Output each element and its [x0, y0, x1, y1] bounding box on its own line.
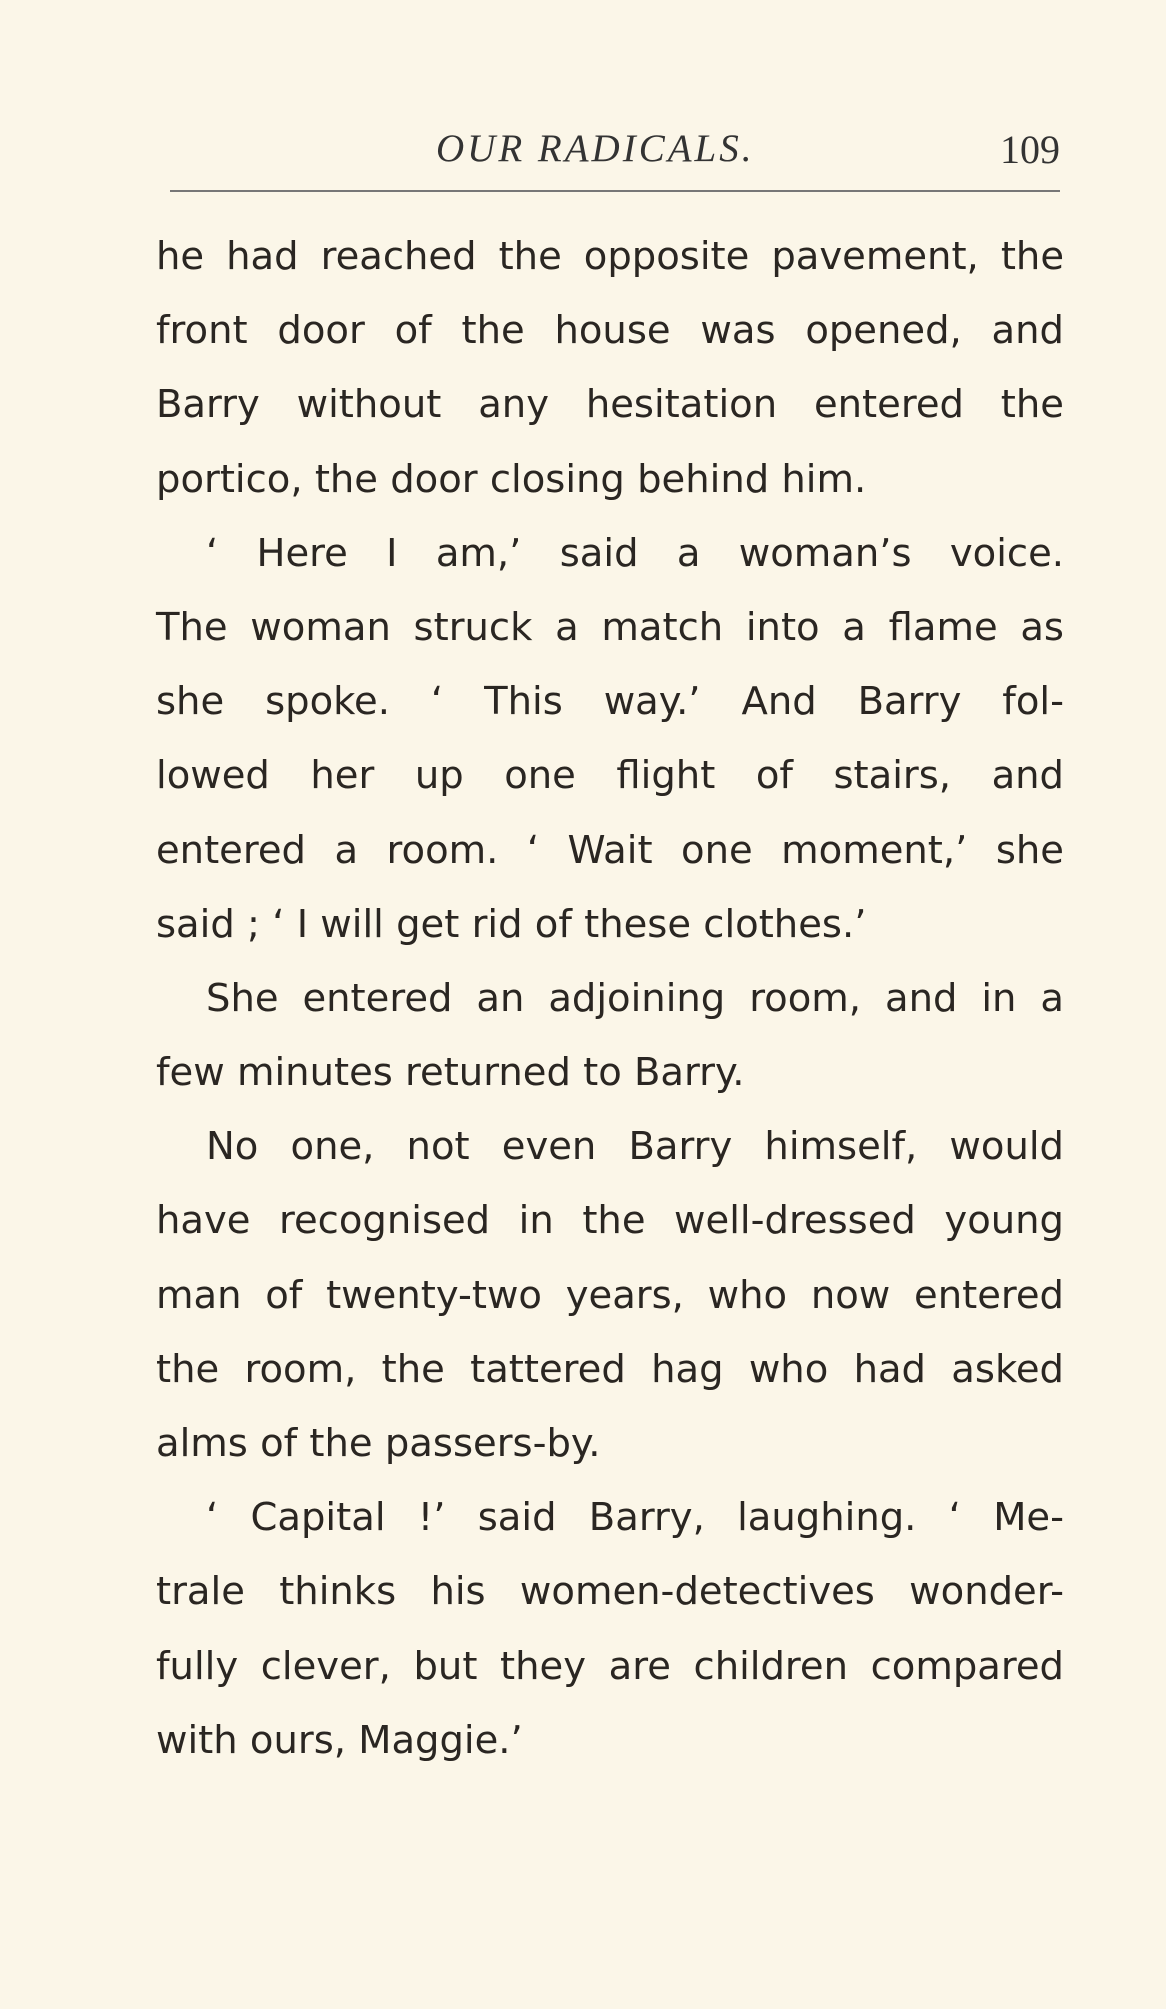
text-line: No one, not even Barry himself, would — [206, 1124, 1064, 1170]
header-rule — [170, 190, 1060, 192]
text-line: fully clever, but they are children compared — [156, 1643, 1064, 1689]
text-line: man of twenty-two years, who now entered — [156, 1272, 1064, 1318]
text-line: few minutes returned to Barry. — [156, 1050, 745, 1096]
text-line: She entered an adjoining room, and in a — [206, 975, 1064, 1021]
text-line: the room, the tattered hag who had asked — [156, 1346, 1064, 1392]
text-line: ‘ Capital !’ said Barry, laughing. ‘ Me- — [206, 1495, 1064, 1541]
text-line: lowed her up one flight of stairs, and — [156, 753, 1064, 799]
text-line: with ours, Maggie.’ — [156, 1717, 523, 1763]
text-line: front door of the house was opened, and — [156, 308, 1064, 354]
text-line: alms of the passers-by. — [156, 1421, 601, 1466]
text-line: trale thinks his women-detectives wonder- — [156, 1569, 1064, 1615]
text-line: ‘ Here I am,’ said a woman’s voice. — [206, 530, 1064, 576]
text-line: The woman struck a match into a flame as — [156, 604, 1064, 650]
text-line: said ; ‘ I will get rid of these clothes.’ — [156, 901, 867, 947]
body-text — [156, 220, 1064, 1778]
text-line: she spoke. ‘ This way.’ And Barry fol- — [156, 679, 1064, 725]
page-number: 109 — [1000, 127, 1060, 172]
text-line: Barry without any hesitation entered the — [156, 382, 1064, 428]
running-head — [170, 118, 1060, 178]
running-title: OUR RADICALS. — [436, 127, 755, 170]
text-line: he had reached the opposite pavement, the — [156, 234, 1064, 279]
text-line: entered a room. ‘ Wait one moment,’ she — [156, 827, 1064, 873]
text-line: have recognised in the well-dressed young — [156, 1198, 1064, 1244]
text-line: portico, the door closing behind him. — [156, 456, 867, 502]
